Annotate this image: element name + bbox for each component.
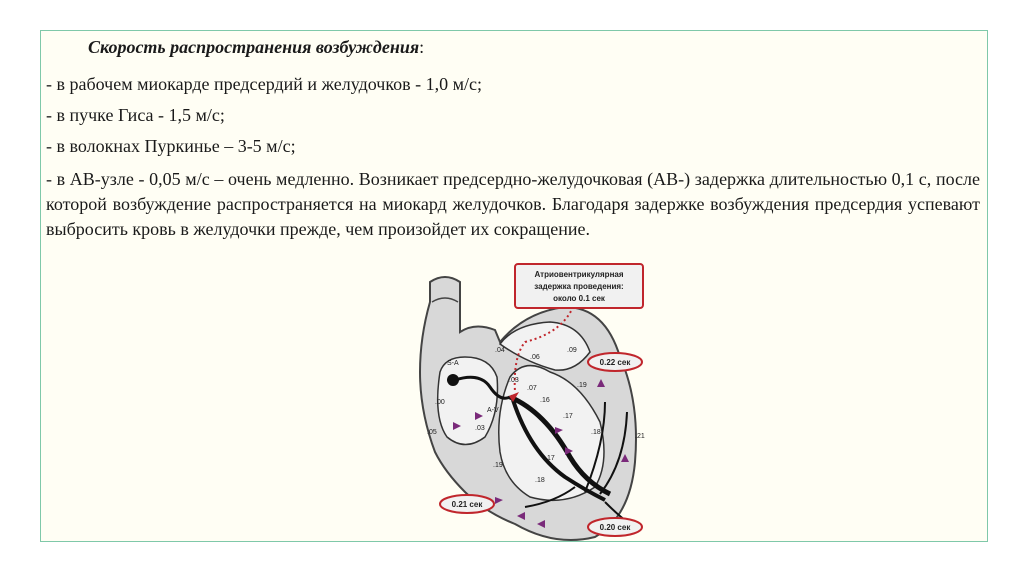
slide-title	[88, 37, 424, 58]
activation-time-13: .19	[493, 462, 503, 469]
callout-line-3: около 0.1 сек	[553, 294, 605, 303]
label-021: 0.21 сек	[451, 500, 483, 509]
activation-time-14: .18	[535, 477, 545, 484]
speed-line-purkinje: - в волокнах Пуркинье – 3-5 м/с;	[46, 136, 296, 156]
title-text: Скорость распространения возбуждения	[88, 37, 420, 57]
activation-time-0: .00	[435, 399, 445, 406]
activation-time-15: .17	[545, 455, 555, 462]
callout-line-1: Атриовентрикулярная	[534, 270, 624, 279]
speed-line-myocardium: - в рабочем миокарде предсердий и желудочков - 1,0 м/с;	[46, 74, 483, 94]
activation-time-8: .19	[577, 382, 587, 389]
title-colon: :	[419, 37, 425, 57]
activation-time-10: .17	[563, 413, 573, 420]
sa-node-label: S-A	[447, 360, 459, 367]
activation-time-3: .04	[495, 347, 505, 354]
activation-time-5: .09	[567, 347, 577, 354]
callout-line-2: задержка проведения:	[534, 282, 624, 291]
right-atrium	[438, 357, 498, 445]
activation-time-2: .03	[475, 425, 485, 432]
activation-time-4: .06	[530, 354, 540, 361]
activation-time-6: .03	[509, 377, 519, 384]
activation-time-11: .18	[591, 429, 601, 436]
activation-time-9: .16	[540, 397, 550, 404]
av-node-label: A-V	[487, 407, 499, 414]
activation-time-12: .21	[635, 433, 645, 440]
label-020: 0.20 сек	[599, 523, 631, 532]
av-node-paragraph: - в АВ-узле - 0,05 м/с – очень медленно. Возникает предсердно-желудочковая (АВ-) задержка длительностью 0,1 с, после которой возбуждение распространяется на миокард желудочков. Благодаря задержке возбуждения предсердия успевают выбросить кровь в желудочки прежде, чем произойдет их сокращение.	[46, 169, 980, 239]
label-022: 0.22 сек	[599, 358, 631, 367]
sa-node-icon	[447, 374, 459, 386]
activation-time-1: .05	[427, 429, 437, 436]
activation-time-7: .07	[527, 385, 537, 392]
speed-line-his: - в пучке Гиса - 1,5 м/с;	[46, 105, 225, 125]
heart-conduction-diagram	[405, 262, 667, 558]
